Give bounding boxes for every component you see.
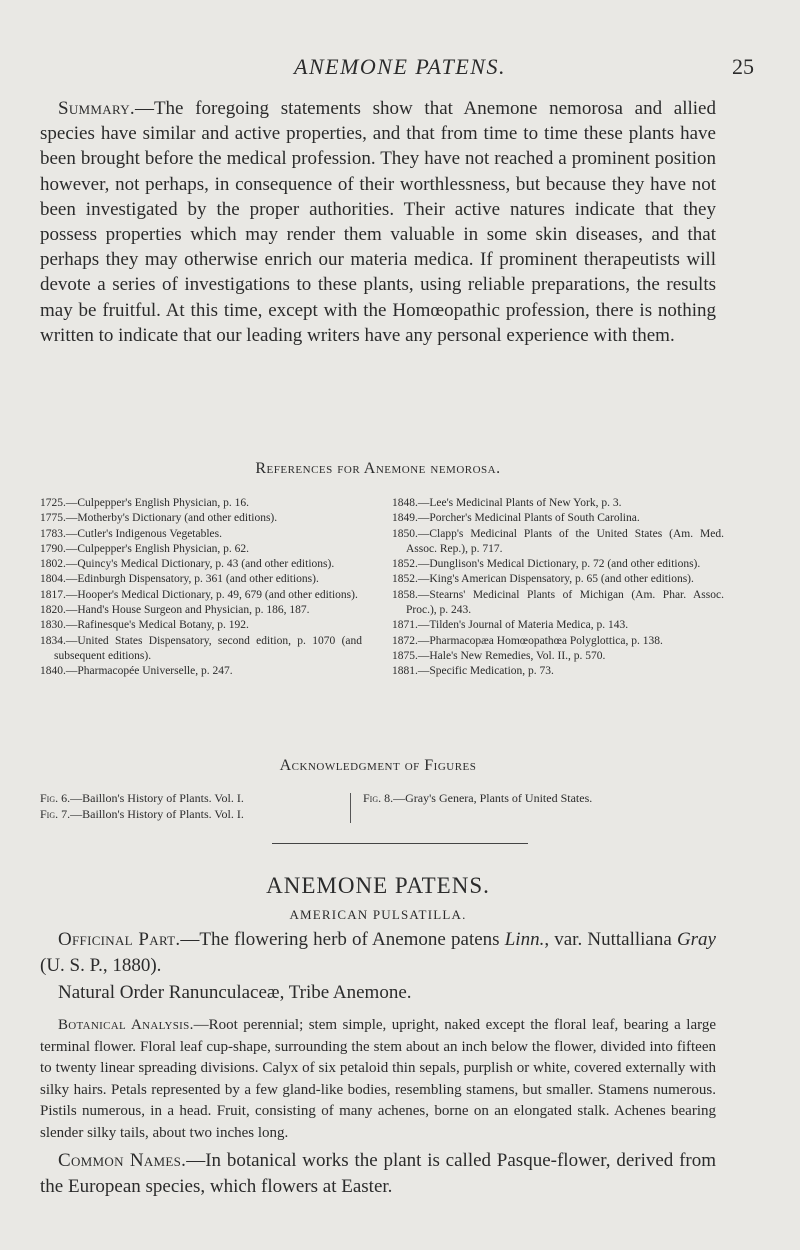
reference-entry: 1817.—Hooper's Medical Dictionary, p. 49, 679 (and other editions). <box>40 588 358 601</box>
section-subtitle: AMERICAN PULSATILLA. <box>289 907 467 922</box>
running-head <box>40 52 760 82</box>
reference-entry: 1790.—Culpepper's English Physician, p. 62. <box>40 542 250 555</box>
officinal-text-c: (U. S. P., 1880). <box>40 955 162 976</box>
references-right-column <box>392 496 724 680</box>
reference-entry: 1840.—Pharmacopée Universelle, p. 247. <box>40 665 233 678</box>
reference-entry: 1834.—United States Dispensatory, second edition, p. 1070 (and subsequent editions). <box>40 634 362 662</box>
reference-entry: 1848.—Lee's Medicinal Plants of New York, p. 3. <box>392 497 622 509</box>
section-title: ANEMONE PATENS. <box>266 873 490 898</box>
reference-entry: 1871.—Tilden's Journal of Materia Medica, p. 143. <box>392 619 629 632</box>
figure-source: —Gray's Genera, Plants of United States. <box>393 791 593 805</box>
page-number: 25 <box>732 54 754 79</box>
summary-text: —The foregoing statements show that Anemone nemorosa and allied species have similar and active properties, and that from time to time these plants have been brought before the medical profession. They have not reached a prominent position however, not perhaps, in consequence of their worthlessness, but because they have not been investigated by the proper authorities. Their active natures indicate that they possess properties which may render them valuable in some skin diseases, and that perhaps they may otherwise enrich our materia medica. If prominent therapeutists will devote a series of investigations to these plants, using reliable preparations, the results may be fruitful. At this time, except with the Homœopathic profession, there is nothing written to indicate that our leading writers have any personal experience with them. <box>40 98 716 346</box>
reference-entry: 1872.—Pharmacopæa Homœopathœa Polyglottica, p. 138. <box>392 634 663 647</box>
figure-label: Fig. 8. <box>363 791 394 805</box>
reference-entry: 1804.—Edinburgh Dispensatory, p. 361 (and other editions). <box>40 573 319 586</box>
common-names-paragraph <box>40 1148 716 1199</box>
section-rule <box>272 843 528 844</box>
figure-label: Fig. 7. <box>40 806 71 821</box>
summary-paragraph <box>40 96 716 348</box>
reference-entry: 1783.—Cutler's Indigenous Vegetables. <box>40 527 223 540</box>
officinal-part-paragraph <box>40 927 716 979</box>
acknowledgment-left <box>40 791 320 822</box>
references-left-column <box>40 496 362 680</box>
reference-entry: 1830.—Rafinesque's Medical Botany, p. 192. <box>40 619 249 632</box>
figure-credit <box>40 791 320 807</box>
reference-entry: 1849.—Porcher's Medicinal Plants of South Carolina. <box>392 512 640 525</box>
reference-entry: 1775.—Motherby's Dictionary (and other editions). <box>40 512 278 525</box>
figure-label: Fig. 6. <box>40 791 71 805</box>
authority-gray: Gray <box>676 929 716 950</box>
officinal-lead: Officinal Part. <box>58 929 181 950</box>
acknowledgment-heading: Acknowledgment of Figures <box>279 757 477 774</box>
reference-entry: 1820.—Hand's House Surgeon and Physician, p. 186, 187. <box>40 604 310 617</box>
figure-source: —Baillon's History of Plants. Vol. I. <box>70 791 244 805</box>
reference-entry: 1850.—Clapp's Medicinal Plants of the United States (Am. Med. Assoc. Rep.), p. 717. <box>392 527 724 555</box>
reference-entry: 1852.—King's American Dispensatory, p. 65 (and other editions). <box>392 573 694 586</box>
natural-order-paragraph: Natural Order Ranunculaceæ, Tribe Anemone. <box>58 982 412 1003</box>
reference-entry: 1858.—Stearns' Medicinal Plants of Michigan (Am. Phar. Assoc. Proc.), p. 243. <box>392 588 724 617</box>
running-title: ANEMONE PATENS. <box>294 54 506 79</box>
common-names-text: —In botanical works the plant is called Pasque-flower, derived from the European species, which flowers at Easter. <box>40 1150 716 1197</box>
acknowledgment-right <box>363 791 723 807</box>
reference-entry: 1881.—Specific Medication, p. 73. <box>392 665 554 678</box>
officinal-text-b: , var. Nuttalliana <box>544 929 677 950</box>
references-heading: References for Anemone nemorosa. <box>255 460 501 477</box>
common-names-lead: Common Names. <box>58 1150 187 1171</box>
officinal-text-a: —The flowering herb of Anemone patens <box>180 929 505 950</box>
figure-source: —Baillon's History of Plants. Vol. I. <box>70 806 244 821</box>
botanical-text: —Root perennial; stem simple, upright, naked except the floral leaf, bearing a large terminal flower. Floral leaf cup-shape, surrounding the stem about an inch below the flower, divided into fifteen to twenty linear spreading divisions. Calyx of six petaloid thin sepals, purplish or white, covered externally with silky hairs. Petals represented by a few gland-like bodies, resembling stamens, but smaller. Stamens numerous. Pistils numerous, in a head. Fruit, consisting of many achenes, borne on an elongated stalk. Achenes bearing slender silky tails, about two inches long. <box>40 1017 716 1141</box>
reference-entry: 1852.—Dunglison's Medical Dictionary, p. 72 (and other editions). <box>392 558 701 571</box>
botanical-lead: Botanical Analysis. <box>58 1017 194 1033</box>
figure-credit <box>40 807 320 823</box>
reference-entry: 1802.—Quincy's Medical Dictionary, p. 43 (and other editions). <box>40 558 335 571</box>
summary-lead: Summary. <box>58 98 135 119</box>
botanical-analysis-paragraph <box>40 1015 716 1144</box>
column-divider <box>350 793 351 823</box>
reference-entry: 1725.—Culpepper's English Physician, p. 16. <box>40 497 250 509</box>
authority-linn: Linn. <box>504 929 545 950</box>
reference-entry: 1875.—Hale's New Remedies, Vol. II., p. 570. <box>392 649 606 662</box>
figure-credit <box>363 791 723 807</box>
